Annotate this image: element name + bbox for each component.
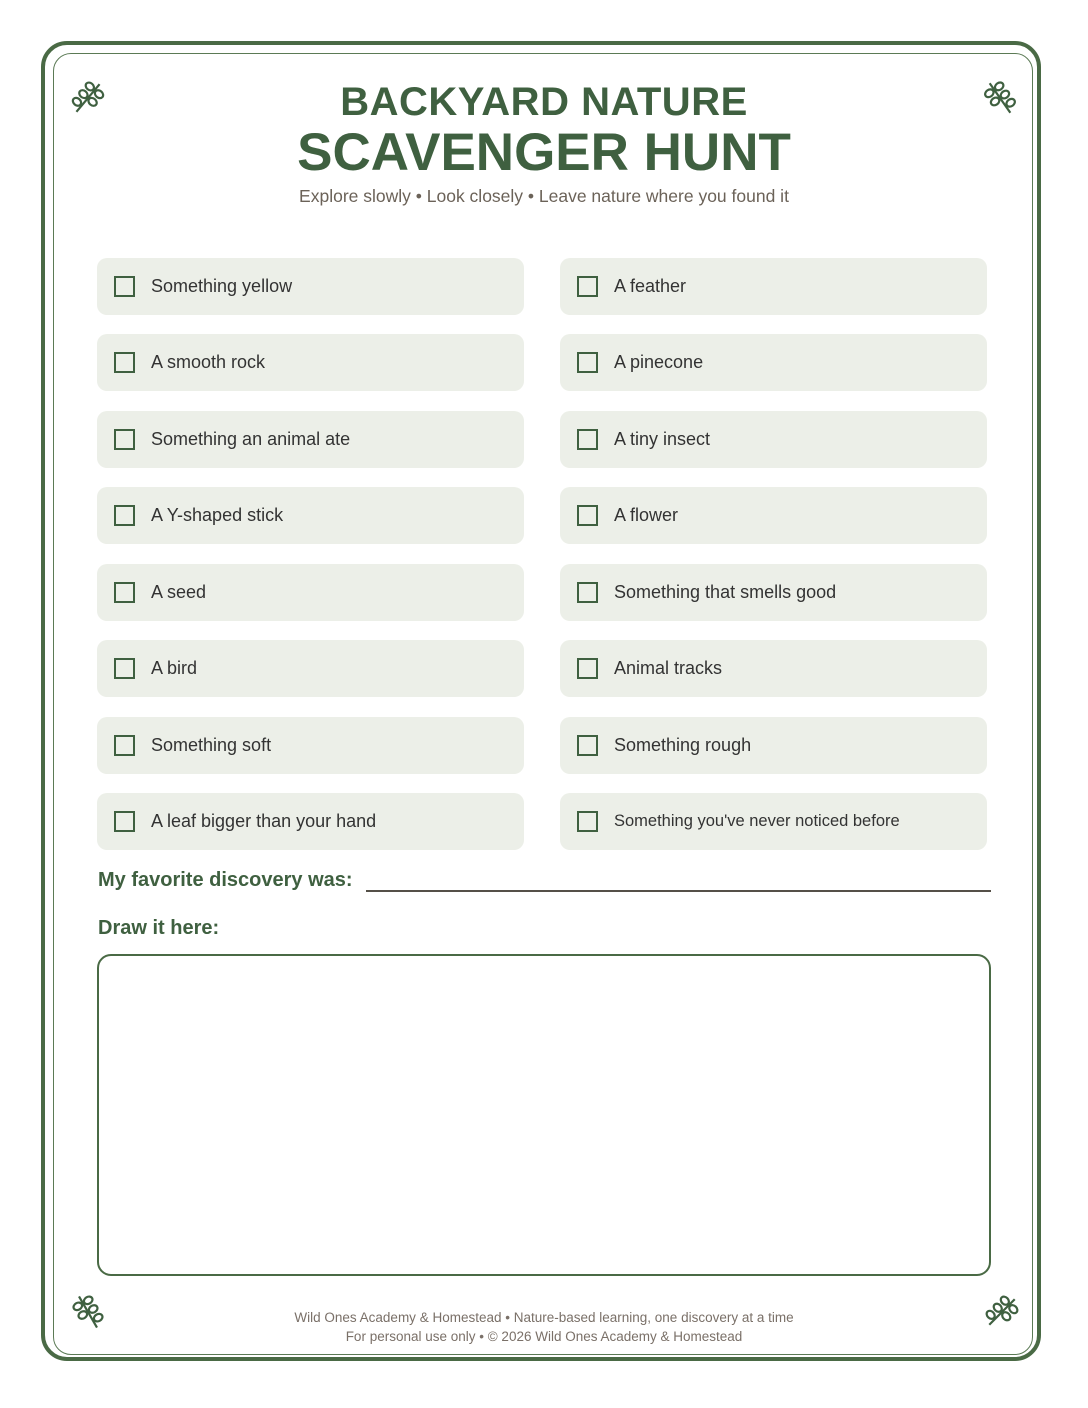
checklist-item[interactable]	[560, 487, 987, 544]
checklist-item-label: A tiny insect	[614, 429, 711, 449]
checkbox[interactable]	[114, 735, 135, 756]
checklist-item-label: A seed	[151, 582, 207, 602]
checkbox[interactable]	[577, 811, 598, 832]
checklist-item[interactable]	[560, 564, 987, 621]
checklist-item[interactable]	[97, 564, 524, 621]
checkbox[interactable]	[577, 505, 598, 526]
checkbox[interactable]	[577, 735, 598, 756]
checklist-item[interactable]	[560, 258, 987, 315]
favorite-discovery-label: My favorite discovery was:	[98, 869, 353, 891]
checkbox[interactable]	[577, 352, 598, 373]
checklist-item[interactable]	[560, 334, 987, 391]
drawing-area[interactable]	[97, 954, 991, 1276]
checkbox[interactable]	[577, 276, 598, 297]
title-line-2: SCAVENGER HUNT	[297, 123, 791, 182]
checkbox[interactable]	[114, 429, 135, 450]
checklist-item[interactable]	[97, 487, 524, 544]
checkbox[interactable]	[577, 582, 598, 603]
checkbox[interactable]	[114, 352, 135, 373]
footer-line-2: For personal use only • © 2026 Wild Ones Academy & Homestead	[345, 1329, 743, 1344]
draw-label: Draw it here:	[98, 917, 220, 939]
checkbox[interactable]	[114, 582, 135, 603]
checkbox[interactable]	[114, 505, 135, 526]
checklist-item-label: A bird	[151, 658, 198, 678]
checklist-item-label: Something yellow	[151, 276, 293, 296]
checklist-item[interactable]	[560, 793, 987, 850]
title-line-1: BACKYARD NATURE	[340, 80, 748, 124]
checklist-item[interactable]	[560, 640, 987, 697]
checkbox[interactable]	[114, 276, 135, 297]
checklist-item[interactable]	[97, 258, 524, 315]
checklist-item[interactable]	[97, 793, 524, 850]
checklist-item-label: Something that smells good	[614, 582, 837, 602]
checklist-item-label: A smooth rock	[151, 352, 266, 372]
checklist-item[interactable]	[560, 411, 987, 468]
checkbox[interactable]	[114, 658, 135, 679]
checklist-item[interactable]	[560, 717, 987, 774]
checklist-item-label: A pinecone	[614, 352, 704, 372]
checklist-item[interactable]	[97, 717, 524, 774]
checklist-item-label: Animal tracks	[614, 658, 723, 678]
checklist-item-label: A feather	[614, 276, 687, 296]
checklist-item-label: Something rough	[614, 735, 752, 755]
checklist-item-label: A Y-shaped stick	[151, 505, 284, 525]
checkbox[interactable]	[577, 658, 598, 679]
checklist-item-label: A flower	[614, 505, 679, 525]
checklist-item-label: Something an animal ate	[151, 429, 351, 449]
checkbox[interactable]	[577, 429, 598, 450]
checklist-item-label: Something you've never noticed before	[614, 812, 900, 830]
subtitle: Explore slowly • Look closely • Leave nature where you found it	[299, 186, 789, 206]
checklist-item[interactable]	[97, 640, 524, 697]
checklist-item-label: A leaf bigger than your hand	[151, 811, 377, 831]
checklist-item-label: Something soft	[151, 735, 272, 755]
checklist-item[interactable]	[97, 334, 524, 391]
checklist-item[interactable]	[97, 411, 524, 468]
favorite-discovery-line[interactable]	[366, 890, 991, 892]
checkbox[interactable]	[114, 811, 135, 832]
footer-line-1: Wild Ones Academy & Homestead • Nature-based learning, one discovery at a time	[294, 1310, 794, 1325]
